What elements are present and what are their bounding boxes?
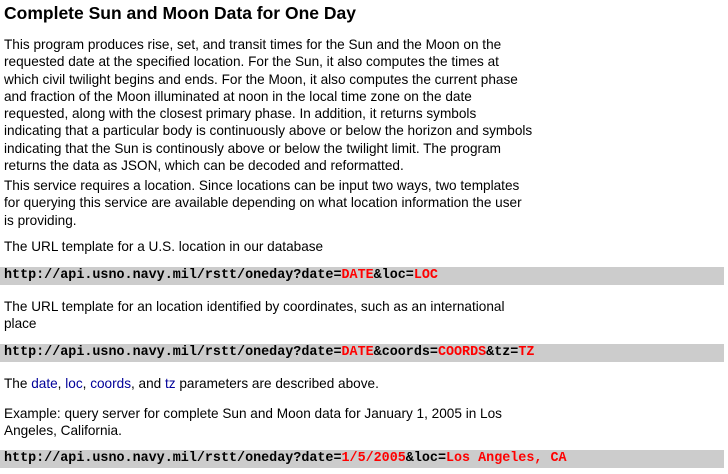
coords-label-line: place xyxy=(4,316,37,332)
location-note-line: This service requires a location. Since locations can be input two ways, two templates xyxy=(4,178,520,193)
coords-separator: &coords= xyxy=(373,345,438,360)
coords-placeholder: COORDS xyxy=(437,345,487,360)
params-sep: , and xyxy=(131,376,166,391)
intro-line: and fraction of the Moon illuminated at noon in the local time zone on the date xyxy=(4,88,472,104)
params-sentence xyxy=(4,375,379,392)
coords-param-link[interactable]: coords xyxy=(90,376,131,391)
intro-line: returns the data as JSON, which can be decoded and reformatted. xyxy=(4,158,404,174)
example-label xyxy=(4,405,724,440)
params-suffix: parameters are described above. xyxy=(175,376,379,391)
us-template-label: The URL template for a U.S. location in our database xyxy=(4,239,324,254)
loc-placeholder: LOC xyxy=(413,268,438,283)
intro-paragraph xyxy=(4,36,724,174)
location-note-line: is providing. xyxy=(4,212,77,228)
coords-template-label xyxy=(4,298,724,333)
loc-param-link[interactable]: loc xyxy=(65,376,83,391)
url-base: http://api.usno.navy.mil/rstt/oneday?date= xyxy=(4,451,342,466)
url-base: http://api.usno.navy.mil/rstt/oneday?date= xyxy=(4,345,342,360)
intro-line: indicating that a particular body is continuously above or below the horizon and symbols xyxy=(4,123,533,139)
example-url xyxy=(0,450,724,468)
intro-line: requested, along with the closest primary phase. In addition, it returns symbols xyxy=(4,106,477,122)
params-prefix: The xyxy=(4,376,32,391)
loc-separator: &loc= xyxy=(405,451,446,466)
example-loc-value: Los Angeles, CA xyxy=(445,451,567,466)
page-title: Complete Sun and Moon Data for One Day xyxy=(4,3,356,23)
tz-param-link[interactable]: tz xyxy=(165,376,176,391)
intro-line: This program produces rise, set, and transit times for the Sun and the Moon on the xyxy=(4,37,502,52)
params-sep: , xyxy=(82,376,91,391)
example-label-line: Example: query server for complete Sun and Moon data for January 1, 2005 in Los xyxy=(4,406,502,421)
date-placeholder: DATE xyxy=(341,268,374,283)
loc-separator: &loc= xyxy=(373,268,414,283)
coords-label-line: The URL template for an location identified by coordinates, such as an international xyxy=(4,299,505,314)
intro-line: requested date at the specified location. For the Sun, it also computes the times at xyxy=(4,54,499,70)
example-date-value: 1/5/2005 xyxy=(341,451,406,466)
location-note-paragraph xyxy=(4,177,724,229)
intro-line: indicating that the Sun is continously above or below the twilight limit. The program xyxy=(4,140,501,156)
intro-line: which civil twilight begins and ends. For the Moon, it also computes the current phase xyxy=(4,71,518,87)
params-sep: , xyxy=(57,376,66,391)
date-param-link[interactable]: date xyxy=(31,376,58,391)
us-template-url xyxy=(0,267,724,285)
tz-placeholder: TZ xyxy=(518,345,535,360)
tz-separator: &tz= xyxy=(486,345,519,360)
url-base: http://api.usno.navy.mil/rstt/oneday?date= xyxy=(4,268,342,283)
location-note-line: for querying this service are available depending on what location information the user xyxy=(4,195,522,211)
date-placeholder: DATE xyxy=(341,345,374,360)
coords-template-url xyxy=(0,344,724,362)
example-label-line: Angeles, California. xyxy=(4,423,122,439)
